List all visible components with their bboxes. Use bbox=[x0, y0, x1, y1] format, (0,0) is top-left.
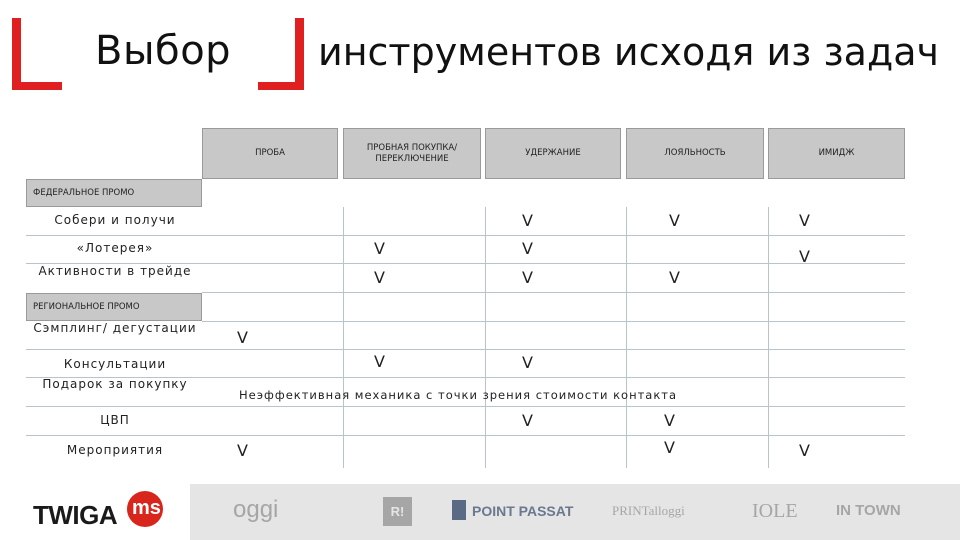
slide-title-part2: инструментов исходя из задач bbox=[318, 30, 939, 74]
point-passat-icon bbox=[452, 500, 466, 520]
mark-collect-retention: V bbox=[522, 211, 533, 230]
mark-consulting-retention: V bbox=[522, 353, 533, 372]
row-divider bbox=[202, 321, 905, 322]
logo-in-town: IN TOWN bbox=[836, 502, 901, 519]
row-label-cvp: ЦВП bbox=[100, 413, 130, 427]
column-header-image: ИМИДЖ bbox=[768, 128, 905, 179]
logo-oggi: oggi bbox=[233, 496, 279, 523]
column-header-loyalty: ЛОЯЛЬНОСТЬ bbox=[626, 128, 764, 179]
twiga-logo: TWIGA bbox=[33, 500, 118, 530]
ineffective-note: Неэффективная механика с точки зрения стоимости контакта bbox=[239, 388, 678, 402]
logo-printalloggi: PRINTalloggi bbox=[612, 503, 685, 518]
mark-cvp-retention: V bbox=[522, 411, 533, 430]
mark-lottery-image: V bbox=[799, 247, 810, 266]
mark-consulting-trial: V bbox=[374, 352, 385, 371]
column-header-retention: УДЕРЖАНИЕ bbox=[485, 128, 621, 179]
mark-lottery-trial: V bbox=[374, 239, 385, 258]
row-label-collect: Собери и получи bbox=[54, 213, 176, 227]
row-divider bbox=[26, 235, 905, 236]
row-label-consulting: Консультации bbox=[63, 357, 167, 371]
column-divider bbox=[343, 207, 344, 468]
column-divider bbox=[626, 207, 627, 468]
row-divider bbox=[26, 435, 905, 436]
mark-trade-retention: V bbox=[522, 268, 533, 287]
mark-events-proba: V bbox=[237, 441, 248, 460]
section-federal: ФЕДЕРАЛЬНОЕ ПРОМО bbox=[26, 179, 202, 207]
ms-logo-text: ms bbox=[132, 497, 161, 519]
mark-trade-loyalty: V bbox=[669, 268, 680, 287]
row-label-events: Мероприятия bbox=[66, 443, 164, 457]
section-regional: РЕГИОНАЛЬНОЕ ПРОМО bbox=[26, 293, 202, 321]
slide-title-part1: Выбор bbox=[95, 28, 232, 74]
mark-events-image: V bbox=[799, 441, 810, 460]
row-divider bbox=[26, 406, 905, 407]
row-label-trade: Активности в трейде bbox=[38, 264, 192, 278]
column-header-proba: ПРОБА bbox=[202, 128, 338, 179]
column-divider bbox=[768, 207, 769, 468]
row-label-sampling: Сэмплинг/ дегустации bbox=[33, 321, 197, 335]
row-divider bbox=[202, 292, 905, 293]
column-divider bbox=[485, 207, 486, 468]
mark-events-loyalty: V bbox=[664, 438, 675, 457]
mark-collect-loyalty: V bbox=[669, 211, 680, 230]
logo-r: R! bbox=[383, 497, 412, 526]
column-header-trial: ПРОБНАЯ ПОКУПКА/ ПЕРЕКЛЮЧЕНИЕ bbox=[343, 128, 481, 179]
mark-sampling-proba: V bbox=[237, 328, 248, 347]
row-label-lottery: «Лотерея» bbox=[76, 241, 154, 255]
mark-cvp-loyalty: V bbox=[664, 411, 675, 430]
mark-collect-image: V bbox=[799, 211, 810, 230]
mark-lottery-retention: V bbox=[522, 239, 533, 258]
row-label-gift: Подарок за покупку bbox=[42, 377, 188, 391]
logo-point-passat: POINT PASSAT bbox=[472, 503, 574, 519]
logo-iole: IOLE bbox=[752, 500, 798, 522]
mark-trade-trial: V bbox=[374, 268, 385, 287]
